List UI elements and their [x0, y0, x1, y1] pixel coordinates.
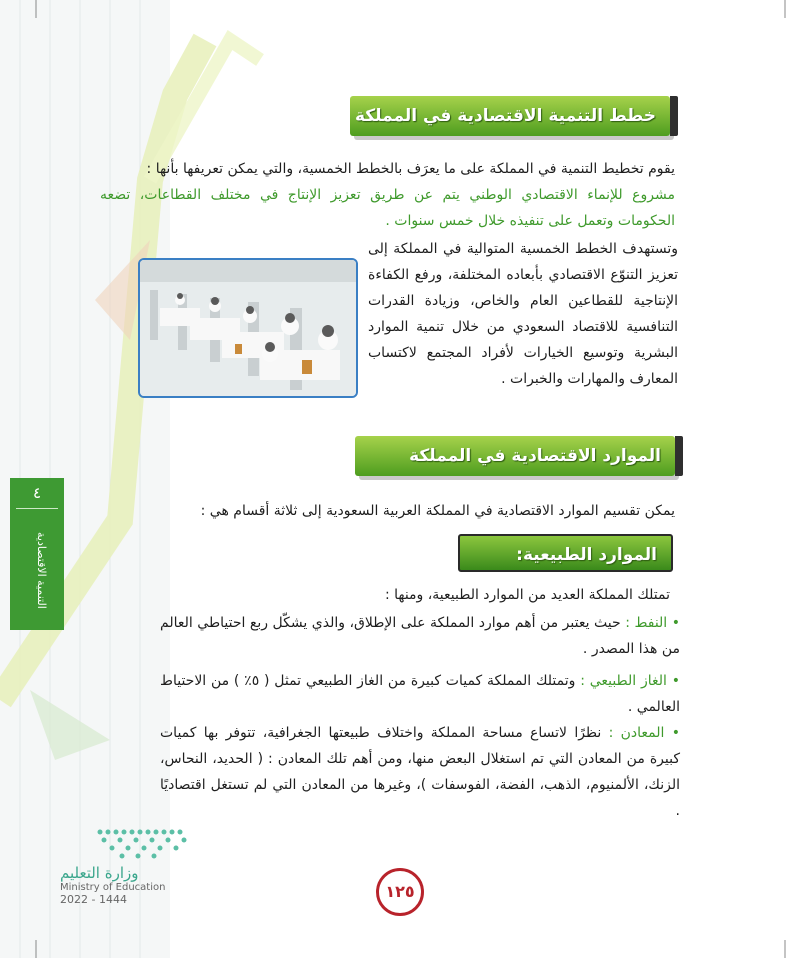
section-title: خطط التنمية الاقتصادية في المملكة	[354, 106, 656, 126]
resource-list-item: • الغاز الطبيعي : وتمتلك المملكة كميات كبيرة من الغاز الطبيعي تمثل ( ٥٪ ) من الاحتياط العالمي .	[160, 673, 680, 715]
edition-year: 2022 - 1444	[60, 893, 127, 906]
ministry-name-arabic: وزارة التعليم	[60, 864, 139, 882]
unit-side-tab	[10, 478, 64, 630]
classroom-photo	[138, 258, 358, 398]
banner-cap	[670, 96, 678, 136]
unit-label: التنمية الاقتصادية	[35, 531, 48, 609]
bullet-icon: •	[664, 725, 680, 741]
subsection-intro: تمتلك المملكة العديد من الموارد الطبيعية، ومنها :	[384, 587, 670, 603]
resource-list-item: • المعادن : نظرًا لاتساع مساحة المملكة واختلاف طبيعتها الجغرافية، تتوفر بها كميات كبيرة من المعادن التي تم استغلال البعض منها، ومن أهم تلك المعادن : ( الحديد، النحاس، الزنك، الألمنيوم، الذهب، الفضة، الفوسفات )، وغيرها من المعادن التي لم تستغل اقتصاديًا .	[160, 725, 680, 819]
section-title: الموارد الاقتصادية في المملكة	[409, 446, 661, 466]
divider	[16, 508, 58, 509]
section1-paragraph: وتستهدف الخطط الخمسية المتوالية في المملكة إلى تعزيز التنوّع الاقتصادي بأبعاده المختلفة، ورفع الكفاءة الإنتاجية للقطاعين العام والخاص، وزيادة القدرات التنافسية للاقتصاد السعودي من خلال تنمية الموارد البشرية وتوسيع الخيارات لأفراد المجتمع لاكتساب المعارف والمهارات والخبرات .	[368, 241, 678, 387]
definition-text: مشروع للإنماء الاقتصادي الوطني يتم عن طريق تعزيز الإنتاج في مختلف القطاعات، تضعه الحكومات وتعمل على تنفيذه خلال خمس سنوات .	[100, 187, 675, 229]
page-number: ١٢٥	[376, 868, 424, 916]
unit-number: ٤	[32, 484, 42, 502]
ministry-dots-icon	[60, 826, 190, 862]
section-title-banner	[355, 436, 675, 476]
bullet-icon: •	[666, 673, 680, 689]
section1-intro: يقوم تخطيط التنمية في المملكة على ما يعرَف بالخطط الخمسية، والتي يمكن تعريفها بأنها :	[146, 161, 675, 177]
ministry-name-english: Ministry of Education	[60, 882, 166, 893]
subsection-title: الموارد الطبيعية:	[516, 545, 657, 565]
bullet-icon: •	[667, 615, 680, 631]
section2-intro: يمكن تقسيم الموارد الاقتصادية في المملكة العربية السعودية إلى ثلاثة أقسام هي :	[200, 503, 675, 519]
ministry-logo	[60, 826, 220, 906]
resource-list-item: • النفط : حيث يعتبر من أهم موارد المملكة على الإطلاق، والذي يشكّل ربع احتياطي العالم من هذا المصدر .	[160, 615, 680, 657]
section-title-banner	[350, 96, 670, 136]
subsection-title-banner	[458, 534, 673, 572]
banner-cap	[675, 436, 683, 476]
